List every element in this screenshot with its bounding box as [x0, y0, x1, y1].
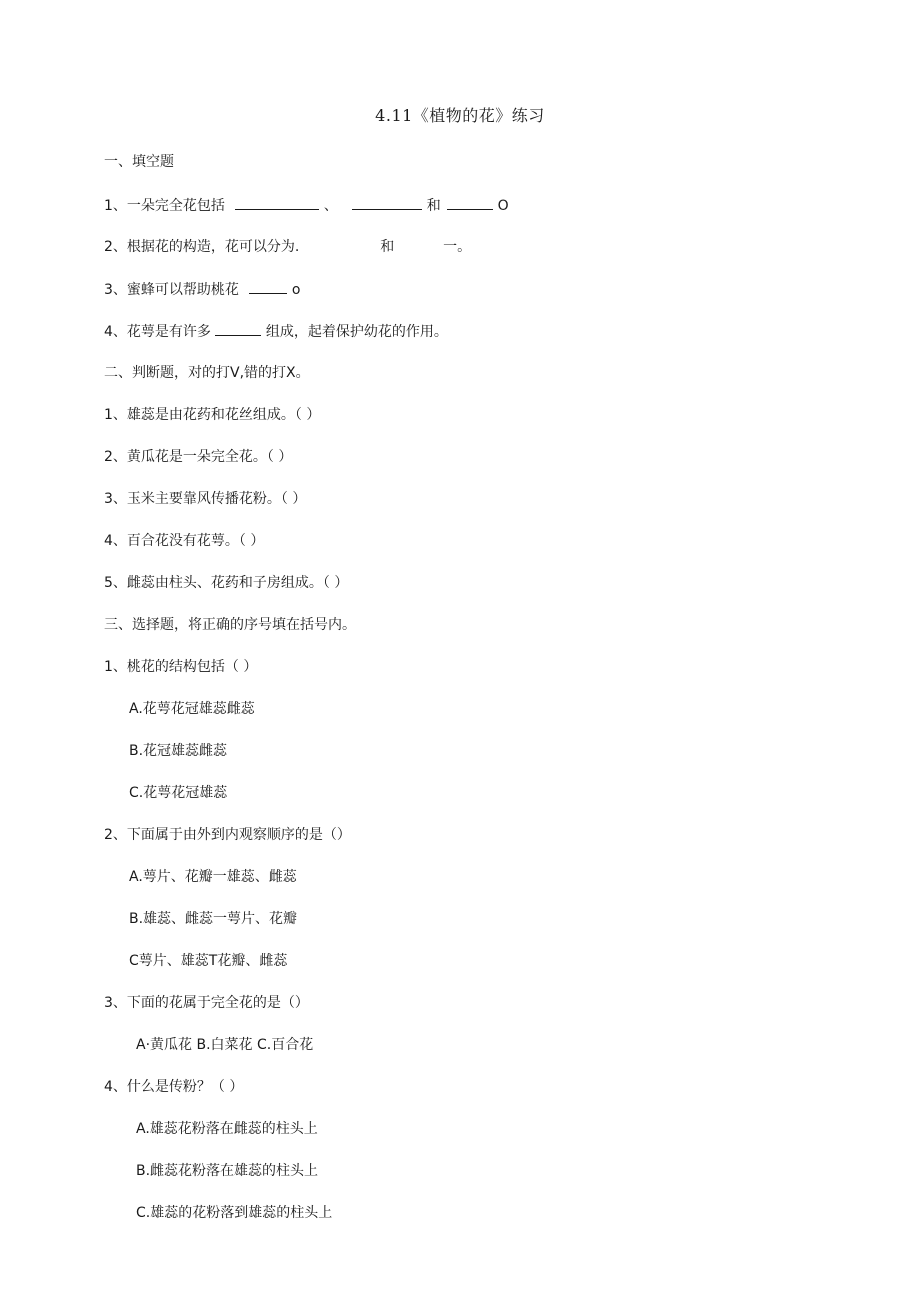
end-text: 一。 — [443, 239, 472, 255]
page-title: 4.11《植物的花》练习 — [375, 106, 545, 125]
choice-option-a: A.花萼花冠雄蕊雌蕊 — [129, 701, 255, 717]
section-heading-choice: 三、选择题，将正确的序号填在括号内。 — [104, 617, 356, 633]
question-fill-2 — [104, 237, 471, 257]
tf-question-5: 5、雌蕊由柱头、花药和子房组成。（ ） — [104, 575, 349, 591]
question-fill-1 — [104, 195, 509, 216]
separator: 、 — [323, 198, 338, 214]
question-text: 4、花萼是有许多 — [104, 324, 211, 340]
tf-question-3: 3、玉米主要靠风传播花粉。（ ） — [104, 491, 307, 507]
end-text: 组成，起着保护幼花的作用。 — [265, 324, 448, 340]
choice-option-c: C.雄蕊的花粉落到雄蕊的柱头上 — [136, 1205, 333, 1221]
choice-option-b: B.花冠雄蕊雌蕊 — [129, 743, 228, 759]
choice-option-c: C萼片、雄蕊T花瓣、雌蕊 — [129, 953, 288, 969]
answer-blank[interactable] — [352, 195, 422, 210]
choice-option-b: B.雌蕊花粉落在雄蕊的柱头上 — [136, 1163, 319, 1179]
answer-blank[interactable] — [447, 195, 493, 210]
question-text: 2、根据花的构造，花可以分为. — [104, 239, 300, 255]
answer-blank[interactable] — [235, 195, 319, 210]
question-text: 3、蜜蜂可以帮助桃花 — [104, 282, 239, 298]
choice-option-a: A.雄蕊花粉落在雌蕊的柱头上 — [136, 1121, 318, 1137]
end-text: O — [497, 198, 509, 214]
choice-option-a: A.萼片、花瓣一雄蕊、雌蕊 — [129, 869, 297, 885]
end-text: o — [291, 282, 301, 298]
section-heading-true-false: 二、判断题，对的打V,错的打X。 — [104, 365, 310, 381]
choice-question-4: 4、什么是传粉？（ ） — [104, 1079, 244, 1095]
question-fill-3 — [104, 279, 300, 300]
choice-option-c: C.花萼花冠雄蕊 — [129, 785, 228, 801]
choice-question-1: 1、桃花的结构包括（ ） — [104, 659, 258, 675]
question-fill-4 — [104, 321, 448, 342]
choice-question-3: 3、下面的花属于完全花的是（） — [104, 995, 309, 1011]
choice-question-2: 2、下面属于由外到内观察顺序的是（） — [104, 827, 351, 843]
choice-option-b: B.雄蕊、雌蕊一萼片、花瓣 — [129, 911, 298, 927]
choice-options-inline: A·黄瓜花 B.白菜花 C.百合花 — [136, 1037, 314, 1053]
connector-text: 和 — [426, 198, 441, 214]
tf-question-2: 2、黄瓜花是一朵完全花。（ ） — [104, 449, 293, 465]
tf-question-1: 1、雄蕊是由花药和花丝组成。（ ） — [104, 407, 321, 423]
answer-blank[interactable] — [249, 279, 287, 294]
section-heading-fill-in: 一、填空题 — [104, 154, 174, 170]
connector-text: 和 — [380, 239, 395, 255]
tf-question-4: 4、百合花没有花萼。（ ） — [104, 533, 265, 549]
answer-blank[interactable] — [215, 321, 261, 336]
question-text: 1、一朵完全花包括 — [104, 198, 225, 214]
